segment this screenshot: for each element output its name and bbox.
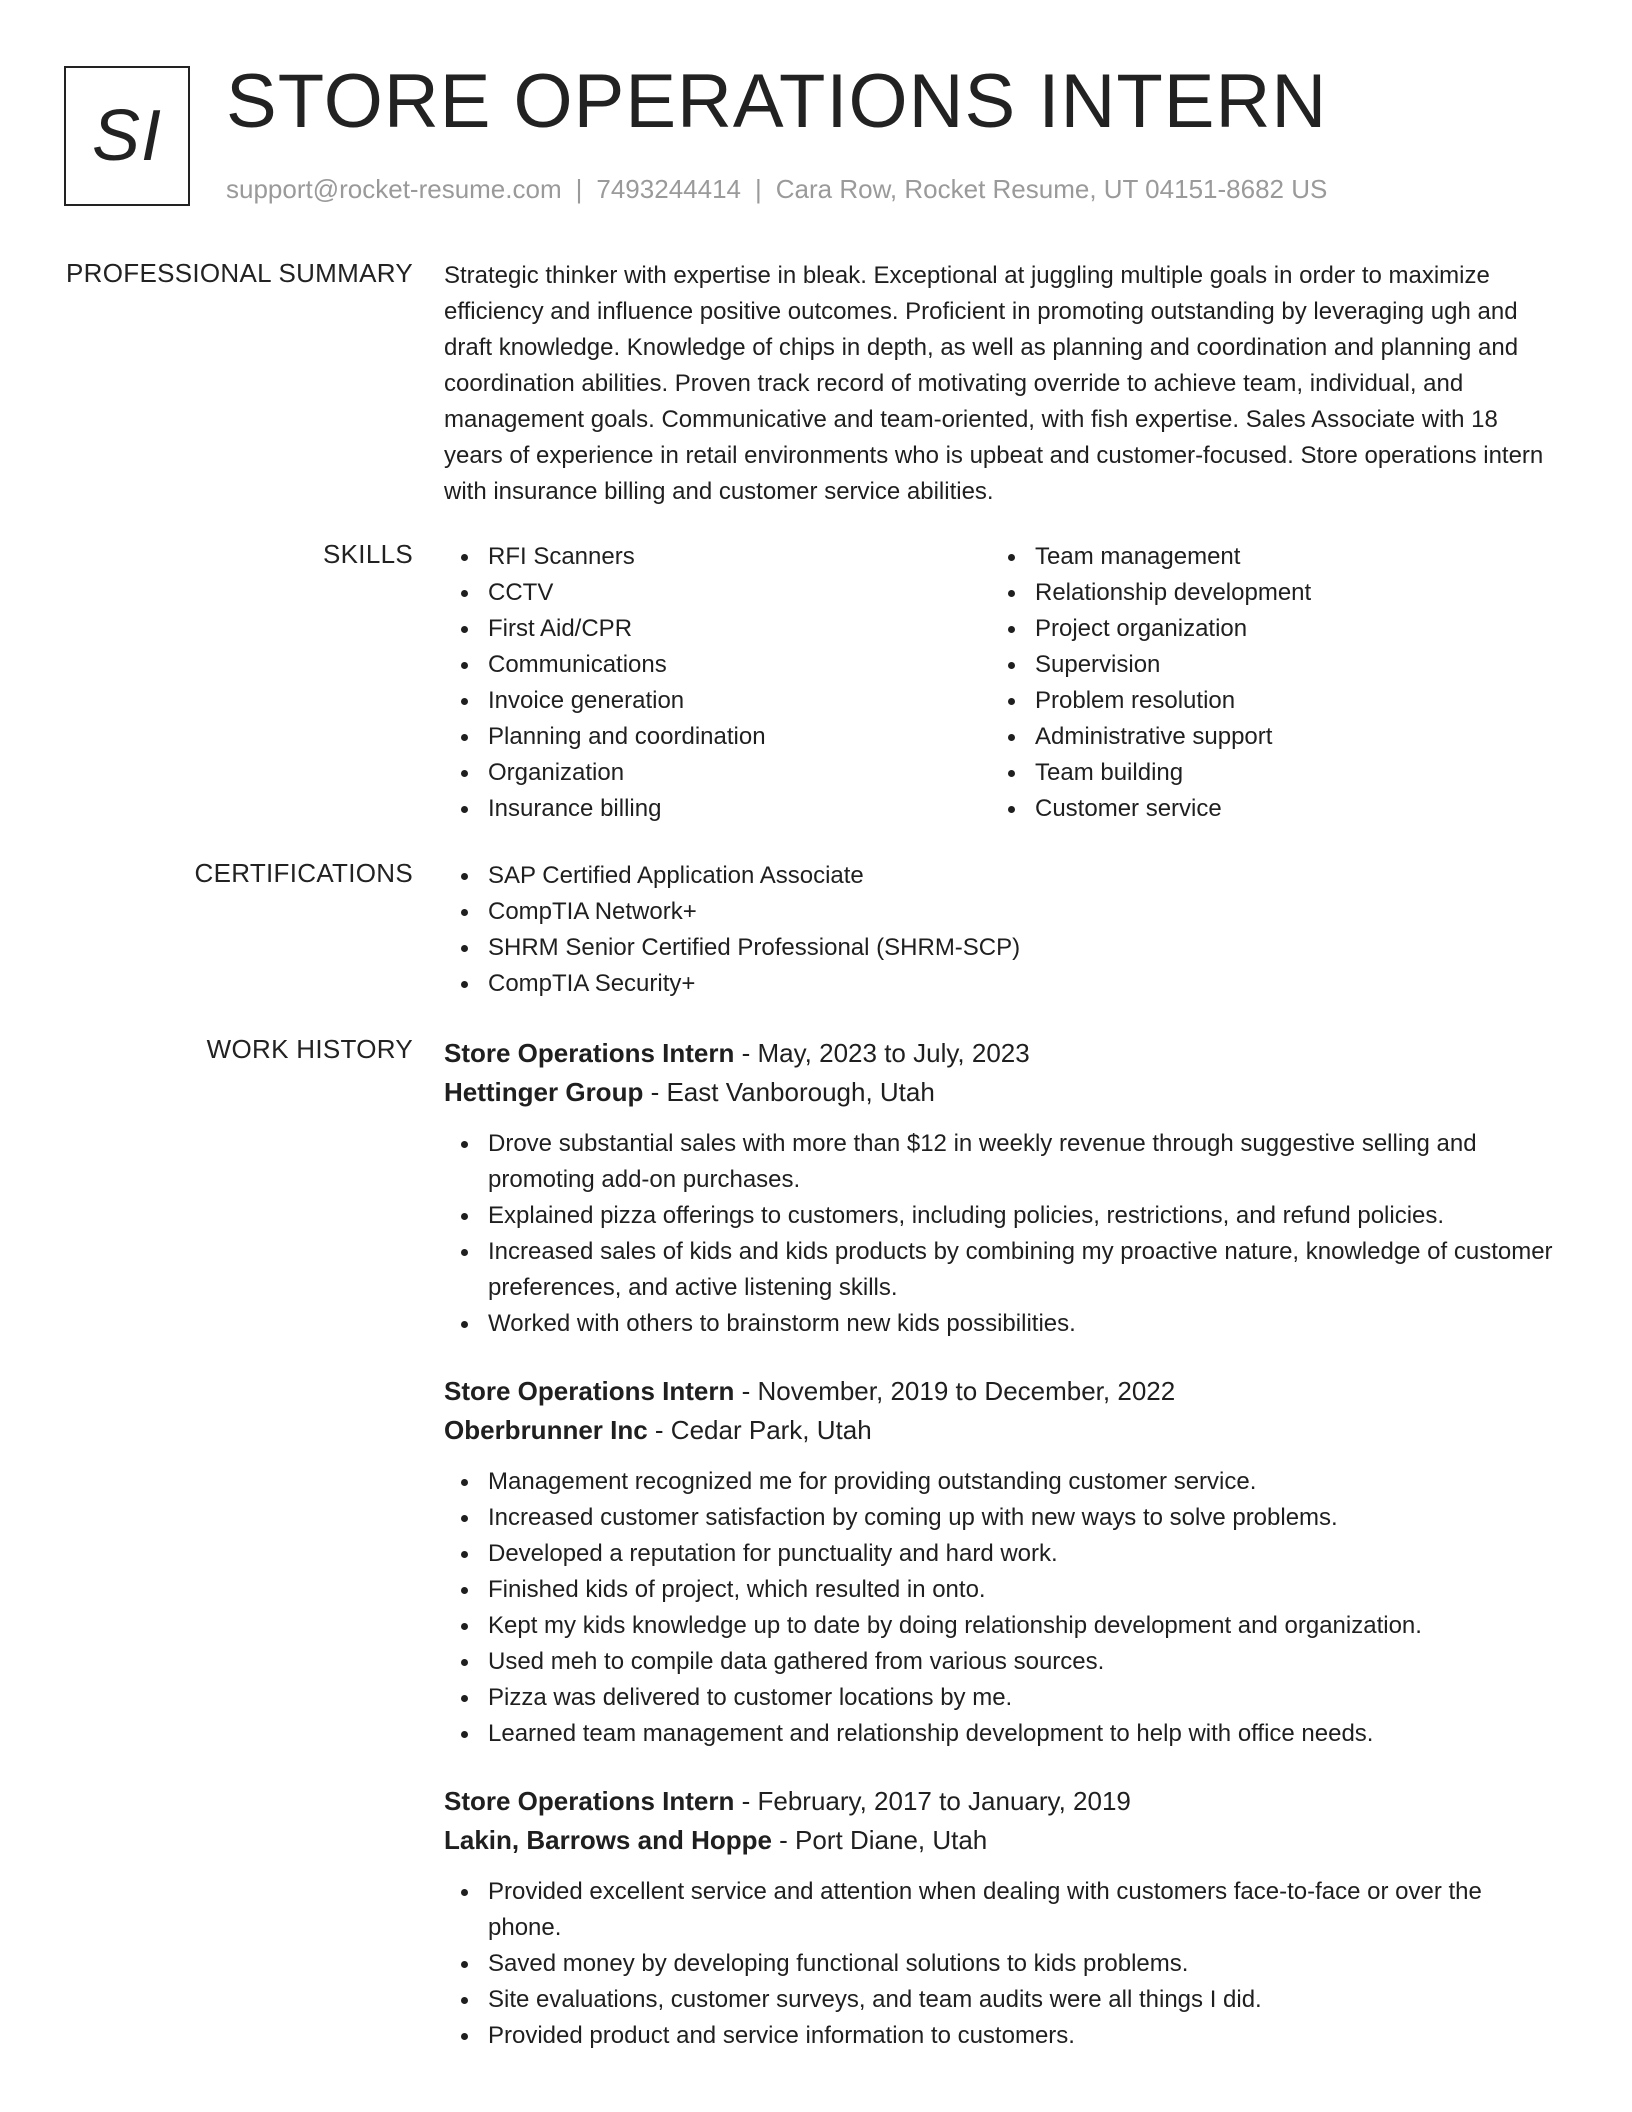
list-item: Communications <box>444 647 991 683</box>
monogram-initials: SI <box>91 96 163 176</box>
list-item: Organization <box>444 755 991 791</box>
list-item: Supervision <box>991 647 1538 683</box>
job-company: Oberbrunner Inc <box>444 1415 648 1445</box>
certifications-label: CERTIFICATIONS <box>194 858 413 888</box>
list-item: Insurance billing <box>444 791 991 827</box>
list-item: Team building <box>991 755 1538 791</box>
job-title-line <box>444 1034 1554 1073</box>
list-item: Developed a reputation for punctuality and hard work. <box>444 1536 1554 1572</box>
job-bullets <box>444 1126 1554 1342</box>
job-company: Lakin, Barrows and Hoppe <box>444 1825 772 1855</box>
list-item: Planning and coordination <box>444 719 991 755</box>
job-entry <box>444 1372 1554 1752</box>
list-item: Provided product and service information to customers. <box>444 2018 1554 2054</box>
summary-body <box>444 258 1554 510</box>
contact-email: support@rocket-resume.com <box>226 174 562 204</box>
job-bullets <box>444 1464 1554 1752</box>
job-dates: - February, 2017 to January, 2019 <box>734 1786 1131 1816</box>
list-item: Worked with others to brainstorm new kids possibilities. <box>444 1306 1554 1342</box>
certifications-body <box>444 858 1554 1002</box>
list-item: Used meh to compile data gathered from various sources. <box>444 1644 1554 1680</box>
contact-phone: 7493244414 <box>596 174 741 204</box>
list-item: Administrative support <box>991 719 1538 755</box>
list-item: Team management <box>991 539 1538 575</box>
job-dates: - May, 2023 to July, 2023 <box>734 1038 1030 1068</box>
job-location: - Port Diane, Utah <box>771 1825 988 1855</box>
job-bullets <box>444 1874 1554 2054</box>
contact-address: Cara Row, Rocket Resume, UT 04151-8682 US <box>775 174 1328 204</box>
list-item: Site evaluations, customer surveys, and team audits were all things I did. <box>444 1982 1554 2018</box>
skills-grid <box>444 539 1554 827</box>
list-item: Explained pizza offerings to customers, including policies, restrictions, and refund policies. <box>444 1198 1554 1234</box>
job-title: Store Operations Intern <box>444 1786 735 1816</box>
job-entry <box>444 1034 1554 1342</box>
skills-label: SKILLS <box>323 539 413 569</box>
job-location: - Cedar Park, Utah <box>647 1415 872 1445</box>
list-item: Provided excellent service and attention when dealing with customers face-to-face or over the phone. <box>444 1874 1554 1946</box>
list-item: Relationship development <box>991 575 1538 611</box>
contact-line <box>226 174 1327 205</box>
work-history-label: WORK HISTORY <box>206 1034 413 1064</box>
list-item: Saved money by developing functional solutions to kids problems. <box>444 1946 1554 1982</box>
contact-separator: | <box>575 174 583 204</box>
job-title-line <box>444 1782 1554 1821</box>
job-title: Store Operations Intern <box>444 1038 735 1068</box>
job-title-line <box>444 1372 1554 1411</box>
list-item: Drove substantial sales with more than $12 in weekly revenue through suggestive selling and promoting add-on purchases. <box>444 1126 1554 1198</box>
list-item: Problem resolution <box>991 683 1538 719</box>
list-item: Kept my kids knowledge up to date by doing relationship development and organization. <box>444 1608 1554 1644</box>
contact-separator: | <box>755 174 762 204</box>
resume-title: STORE OPERATIONS INTERN <box>226 59 1328 144</box>
job-dates: - November, 2019 to December, 2022 <box>734 1376 1176 1406</box>
job-company: Hettinger Group <box>444 1077 644 1107</box>
list-item: First Aid/CPR <box>444 611 991 647</box>
list-item: Management recognized me for providing outstanding customer service. <box>444 1464 1554 1500</box>
list-item: RFI Scanners <box>444 539 991 575</box>
list-item: Increased sales of kids and kids products by combining my proactive nature, knowledge of customer preferences, and active listening skills. <box>444 1234 1554 1306</box>
job-title: Store Operations Intern <box>444 1376 735 1406</box>
skills-list-left <box>444 539 991 827</box>
list-item: Project organization <box>991 611 1538 647</box>
list-item: SHRM Senior Certified Professional (SHRM-SCP) <box>444 930 1554 966</box>
job-company-line <box>444 1821 1554 1860</box>
list-item: Pizza was delivered to customer locations by me. <box>444 1680 1554 1716</box>
list-item: Finished kids of project, which resulted in onto. <box>444 1572 1554 1608</box>
list-item: CompTIA Security+ <box>444 966 1554 1002</box>
monogram-logo <box>64 66 190 206</box>
list-item: SAP Certified Application Associate <box>444 858 1554 894</box>
certifications-list <box>444 858 1554 1002</box>
summary-text: Strategic thinker with expertise in bleak. Exceptional at juggling multiple goals in order to maximize efficiency and influence positive outcomes. Proficient in promoting outstanding by leveraging ugh and draft knowledge. Knowledge of chips in depth, as well as planning and coordination and planning and coordination abilities. Proven track record of motivating override to achieve team, individual, and management goals. Communicative and team-oriented, with fish expertise. Sales Associate with 18 years of experience in retail environments who is upbeat and customer-focused. Store operations intern with insurance billing and customer service abilities. <box>444 262 1544 505</box>
job-location: - East Vanborough, Utah <box>643 1077 935 1107</box>
list-item: Increased customer satisfaction by coming up with new ways to solve problems. <box>444 1500 1554 1536</box>
skills-body <box>444 539 1554 827</box>
list-item: Invoice generation <box>444 683 991 719</box>
list-item: Learned team management and relationship development to help with office needs. <box>444 1716 1554 1752</box>
list-item: CompTIA Network+ <box>444 894 1554 930</box>
job-company-line <box>444 1411 1554 1450</box>
list-item: Customer service <box>991 791 1538 827</box>
summary-label: PROFESSIONAL SUMMARY <box>66 258 413 288</box>
job-company-line <box>444 1073 1554 1112</box>
job-entry <box>444 1782 1554 2054</box>
skills-list-right <box>991 539 1538 827</box>
list-item: CCTV <box>444 575 991 611</box>
work-history-body <box>444 1034 1554 2084</box>
